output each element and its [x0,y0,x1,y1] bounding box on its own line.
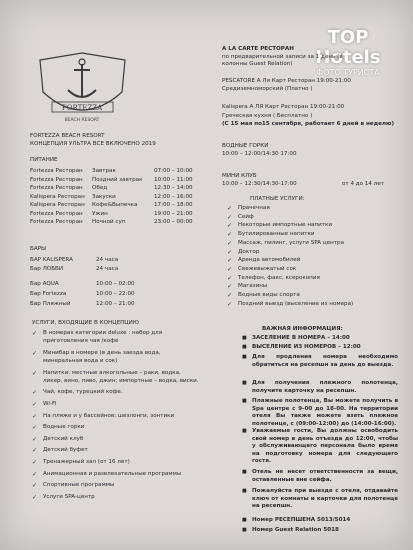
food-row-meal: Завтрак [92,168,116,174]
paid-service-item: ✓ Свежевыжатый сок [238,266,296,273]
paid-service-item: ✓ Массаж, пилинг, услуги SPA центра [238,240,344,247]
paid-title: ПЛАТНЫЕ УСЛУГИ: [250,196,305,202]
alacarte-line2: колонны Guest Relation) [222,61,293,67]
food-row-meal: Поздний завтрак [92,176,143,183]
paid-service-item: ✓ Магазины [238,283,267,290]
miniclub-age: от 4 до 14 лет [342,181,385,187]
food-row-meal: Ночной суп [92,219,126,225]
fortezza-anchor-logo [30,50,135,130]
food-row-time: 12:30 – 14:00 [154,185,193,191]
food-row-place: Fortezza Ресторан [30,219,83,225]
alacarte-line1: по предварительной записи за 1 день (в [222,54,343,60]
bar-name: Бар AQUA [30,281,59,287]
reception-number: ■ Номер РЕСЕПШЕНА 5013/5014 [252,517,350,524]
food-title: ПИТАНИЕ [30,157,58,163]
food-row-time: 19:00 – 21:00 [154,210,193,217]
guest-relation-number: ■ Номер Guest Relation 5018 [252,527,339,534]
food-row-time: 12:00 – 16:00 [154,193,193,200]
food-row-meal: Закуски [92,193,116,200]
miniclub-time: 10:00 – 12:30/14:30-17:00 [222,181,297,187]
miniclub-title: МИНИ КЛУБ [222,173,257,179]
info-paragraph: ■ Отель не несет ответственности за вещи, оставленные вне сейфа. [252,469,398,484]
included-service-item: ✓ Детский клуб [43,436,83,443]
included-service-item: ✓ Водные горки [43,424,84,431]
waterslides-title: ВОДНЫЕ ГОРКИ [222,143,269,149]
food-row-place: Fortezza Ресторан [30,168,83,174]
waterslides-time: 10:00 – 12:00/14:30 17:00 [222,151,297,157]
concept-title: КОНЦЕПЦИЯ УЛЬТРА ВСЕ ВКЛЮЧЕНО 2019 [30,141,156,147]
info-title: ВАЖНАЯ ИНФОРМАЦИЯ: [262,326,343,332]
food-row-place: Kalispera Ресторан [30,193,85,200]
pescatore-line: PESCATORE А Ля Карт Ресторан 19:00-21:00 [222,78,351,84]
resort-name: FORTEZZA BEACH RESORT [30,133,105,139]
paid-service-item: ✓ Доктор [238,249,259,256]
included-service-item: ✓ Спортивные программы [43,482,114,489]
included-service-item: ✓ Услуги SPA-центр [43,494,95,501]
info-checkin: ■ ЗАСЕЛЕНИЕ В НОМЕРА – 14:00 [252,335,350,342]
kalispera-note: (С 15 мая по15 сентября, работает 6 дней в неделю) [222,121,395,127]
food-row-time: 10:00 – 11:00 [154,176,193,183]
bars-title: БАРЫ [30,246,46,252]
watermark-subtext: ФОТО ТУРИСТА [316,68,380,77]
svg-text:BEACH RESORT: BEACH RESORT [64,118,100,123]
included-service-item: ✓ Детский буфет [43,447,88,454]
paid-service-item: ✓ Аренда автомобилей [238,257,300,264]
svg-text:FORTEZZA: FORTEZZA [61,104,103,112]
included-service-item: ✓ Тренажерный зал (от 16 лет) [43,459,130,466]
paid-service-item: ✓ Сейф [238,214,254,221]
paid-service-item: ✓ Бутилированные напитки [238,231,315,238]
food-row-meal: Кофе&Выпечка [92,202,138,208]
included-service-item: ✓ Минибар в номере (в день заезда вода, [43,350,161,357]
food-row-time: 07:00 – 10:00 [154,168,193,174]
paid-service-item: ✓ Поздний выезд (выселение из номера) [238,301,353,308]
bar-hours: 10:00 – 22:00 [96,291,135,297]
bar-name: БАР KALISPERA [30,257,73,263]
alacarte-title: A LA CARTE РЕСТОРАН [222,46,294,52]
included-service-item: ✓ Анимационная и развлекательные программы [43,471,181,478]
services-title: УСЛУГИ, ВХОДЯЩИЕ В КОНЦЕПЦИЮ [32,320,139,326]
included-service-item: ✓ На пляже и у бассейнов: шезлонги, зонтики [43,413,174,420]
food-row-place: Fortezza Ресторан [30,176,83,183]
included-service-item: ✓ В номерах категории deluxe : набор для [43,330,162,337]
food-row-place: Fortezza Ресторан [30,210,83,217]
included-service-item: ✓ Напитки: местные алкогольные – раки, водка, [43,370,181,377]
info-paragraph: ■ Для продления номера необходимо обратиться на ресепшн за день до выезда. [252,354,398,369]
food-row-time: 23:00 – 00:00 [154,219,193,225]
pescatore-subline: Средиземноморский (Платно ) [222,86,313,92]
food-row-place: Kalispera Ресторан [30,202,85,208]
paid-service-item: ✓ Телефон, факс, ксерокопия [238,275,320,282]
kalispera-line: Kalispera А ЛЯ Карт Ресторан 19:00-21:00 [222,104,345,110]
bar-name: Бар Пляжный [30,301,71,307]
kalispera-subline: Греческая кухня ( Бесплатно ) [222,113,313,119]
info-paragraph: ■ Уважаемые гости, Вы должны освободить свой номер в день отъезда до 12:00, чтобы у обслуживающего персонала было время на подготовку номера для следующего гостя. [252,428,398,466]
info-paragraph: ■ Пожалуйста при выезде с отеля, отдавайте ключ от комнаты и карточки для полотенце на ресепшн. [252,488,398,511]
watermark-logo-text: TOP Hotels [315,27,381,68]
info-paragraph: ■ Для получения пляжного полотенца, получите карточку на ресепшн. [252,380,398,395]
included-service-item: приготовления чая /кофе [43,338,119,345]
food-row-meal: Ужин [92,210,108,217]
bar-hours: 10:00 – 02:00 [96,281,135,287]
paid-service-item: ✓ Прачечная [238,205,270,212]
included-service-item: ✓ Wi-Fi [43,401,56,408]
included-service-item: минеральная вода и сок) [43,358,118,365]
bar-hours: 12:00 – 21:00 [96,301,135,307]
bar-hours: 24 часа [96,266,119,272]
info-checkout: ■ ВЫСЕЛЕНИЕ ИЗ НОМЕРОВ – 12:00 [252,344,361,351]
included-service-item: ликер, вино, пиво, джин; импортные – водка, виски. [43,378,199,384]
food-row-place: Fortezza Ресторан [30,185,83,191]
food-row-time: 17:00 – 18:00 [154,202,193,208]
food-row-meal: Обед [92,185,108,191]
bar-name: Бар ЛОББИ [30,266,64,272]
bar-name: Бар Fortezza [30,291,67,297]
paid-service-item: ✓ Водные виды спорта [238,292,300,299]
paid-service-item: ✓ Некоторые импортные напитки [238,222,332,229]
bar-hours: 24 часа [96,257,119,263]
info-paragraph: ■ Пляжные полотенца, Вы можете получить в Spa центре с 9-00 до 18-00. На территории отеля Вы также можете взять пляжное полотенце, с (09:00-12:00) до (14:00-16:00). [252,398,398,428]
included-service-item: ✓ Чай, кофе, турецкий кофе. [43,389,123,396]
